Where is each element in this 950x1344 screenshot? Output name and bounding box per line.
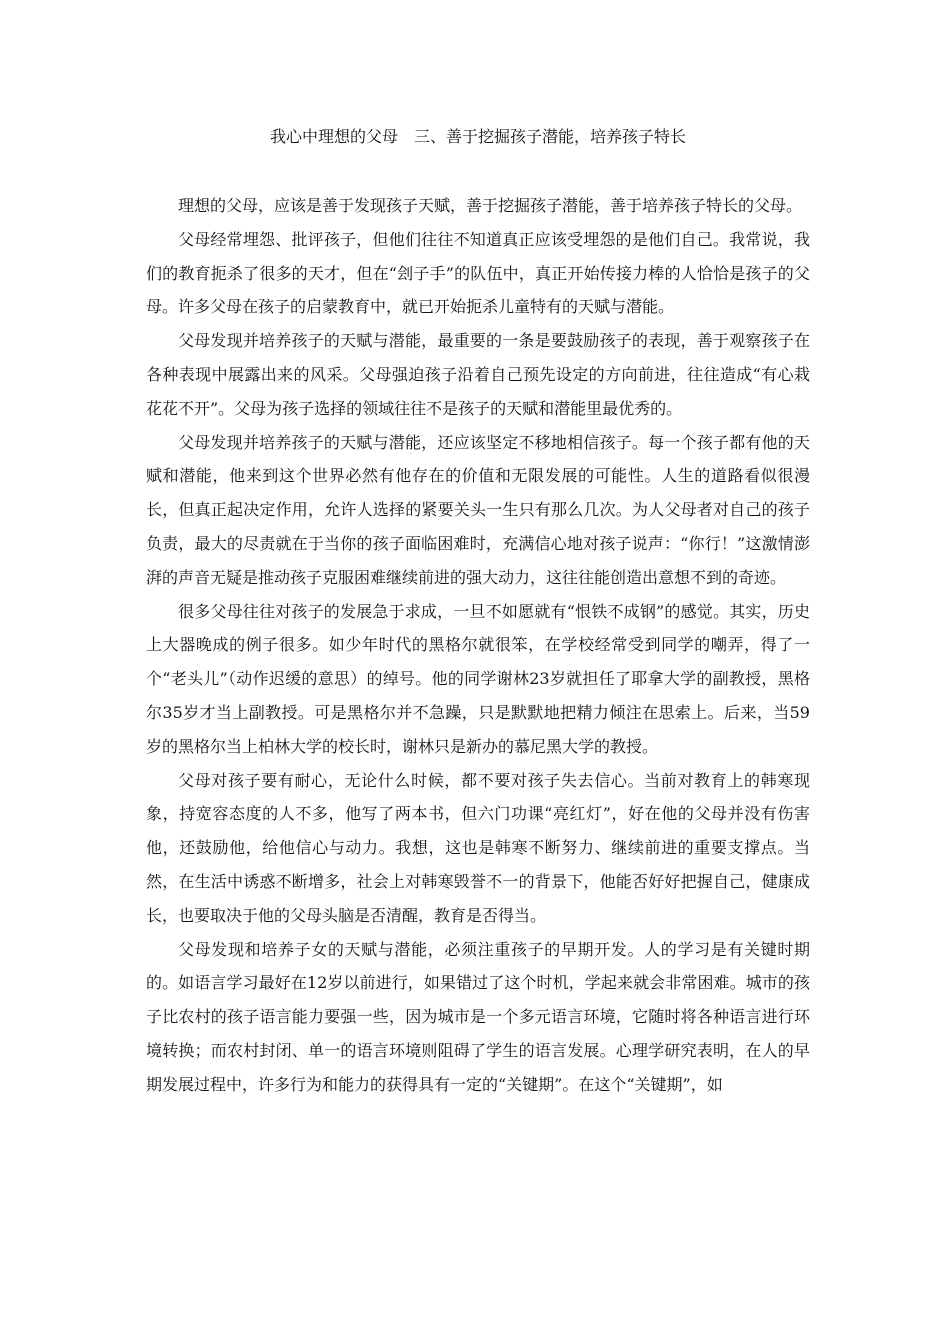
- paragraph: 很多父母往往对孩子的发展急于求成，一旦不如愿就有“恨铁不成钢”的感觉。其实，历史上大器晚成的例子很多。如少年时代的黑格尔就很笨，在学校经常受到同学的嘲弄，得了一个“老头儿”（动作迟缓的意思）的绰号。他的同学谢林23岁就担任了耶拿大学的副教授，黑格尔35岁才当上副教授。可是黑格尔并不急躁，只是默默地把精力倾注在思索上。后来，当59岁的黑格尔当上柏林大学的校长时，谢林只是新办的慕尼黑大学的教授。: [146, 601, 810, 756]
- document-body: [146, 189, 810, 1102]
- paragraph: 父母发现并培养孩子的天赋与潜能，最重要的一条是要鼓励孩子的表现，善于观察孩子在各种表现中展露出来的风采。父母强迫孩子沿着自己预先设定的方向前进，往往造成“有心栽花花不开”。父母为孩子选择的领域往往不是孩子的天赋和潜能里最优秀的。: [146, 331, 810, 418]
- paragraph: 理想的父母，应该是善于发现孩子天赋，善于挖掘孩子潜能，善于培养孩子特长的父母。: [178, 196, 803, 215]
- paragraph: 父母发现并培养孩子的天赋与潜能，还应该坚定不移地相信孩子。每一个孩子都有他的天赋和潜能，他来到这个世界必然有他存在的价值和无限发展的可能性。人生的道路看似很漫长，但真正起决定作用，允许人选择的紧要关头一生只有那么几次。为人父母者对自己的孩子负责，最大的尽责就在于当你的孩子面临困难时，充满信心地对孩子说声：“你行！”这激情澎湃的声音无疑是推动孩子克服困难继续前进的强大动力，这往往能创造出意想不到的奇迹。: [146, 432, 810, 587]
- paragraph: 父母经常埋怨、批评孩子，但他们往往不知道真正应该受埋怨的是他们自己。我常说，我们的教育扼杀了很多的天才，但在“刽子手”的队伍中，真正开始传接力棒的人恰恰是孩子的父母。许多父母在孩子的启蒙教育中，就已开始扼杀儿童特有的天赋与潜能。: [146, 229, 810, 317]
- paragraph: 父母发现和培养子女的天赋与潜能，必须注重孩子的早期开发。人的学习是有关键时期的。如语言学习最好在12岁以前进行，如果错过了这个时机，学起来就会非常困难。城市的孩子比农村的孩子语言能力要强一些，因为城市是一个多元语言环境，它随时将各种语言进行环境转换；而农村封闭、单一的语言环境则阻碍了学生的语言发展。心理学研究表明，在人的早期发展过程中，许多行为和能力的获得具有一定的“关键期”。在这个“关键期”，如: [146, 939, 810, 1094]
- paragraph: 父母对孩子要有耐心，无论什么时候，都不要对孩子失去信心。当前对教育上的韩寒现象，持宽容态度的人不多，他写了两本书，但六门功课“亮红灯”，好在他的父母并没有伤害他，还鼓励他，给他信心与动力。我想，这也是韩寒不断努力、继续前进的重要支撑点。当然，在生活中诱惑不断增多，社会上对韩寒毁誉不一的背景下，他能否好好把握自己，健康成长，也要取决于他的父母头脑是否清醒，教育是否得当。: [146, 770, 810, 925]
- document-title: 我心中理想的父母 三、善于挖掘孩子潜能，培养孩子特长: [269, 127, 686, 146]
